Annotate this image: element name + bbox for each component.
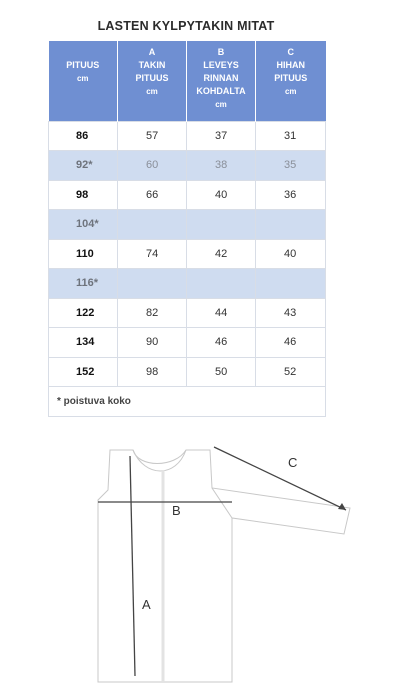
size-table <box>48 41 326 417</box>
table-row <box>49 239 326 269</box>
robe-measurement-diagram <box>0 430 401 689</box>
table-row-removed <box>49 151 326 181</box>
cell-c: 31 <box>256 121 326 151</box>
cell-a: 57 <box>118 121 187 151</box>
table-row <box>49 121 326 151</box>
header-pituus: PITUUS cm <box>49 41 118 121</box>
measure-line-c <box>214 447 346 510</box>
cell-c: 35 <box>256 151 326 181</box>
cell-a <box>118 210 187 240</box>
cell-a: 60 <box>118 151 187 181</box>
cell-a: 90 <box>118 328 187 358</box>
table-row-removed <box>49 269 326 299</box>
cell-size: 134 <box>49 328 118 358</box>
cell-size: 92* <box>49 151 118 181</box>
cell-size: 98 <box>49 180 118 210</box>
cell-c: 36 <box>256 180 326 210</box>
table-row <box>49 328 326 358</box>
table-row-removed <box>49 210 326 240</box>
cell-size: 116* <box>49 269 118 299</box>
cell-b <box>187 210 256 240</box>
cell-size: 86 <box>49 121 118 151</box>
collar-line <box>133 450 186 471</box>
cell-c: 43 <box>256 298 326 328</box>
cell-size: 122 <box>49 298 118 328</box>
cell-b <box>187 269 256 299</box>
cell-c <box>256 269 326 299</box>
cell-c: 52 <box>256 357 326 387</box>
cell-b: 44 <box>187 298 256 328</box>
label-c: C <box>288 455 298 470</box>
cell-b: 42 <box>187 239 256 269</box>
cell-c <box>256 210 326 240</box>
header-a: A TAKIN PITUUS cm <box>118 41 187 121</box>
cell-a: 82 <box>118 298 187 328</box>
robe-outline <box>98 450 350 682</box>
table-row <box>49 180 326 210</box>
page-title: LASTEN KYLPYTAKIN MITAT <box>97 19 275 33</box>
footnote: * poistuva koko <box>49 387 326 417</box>
measure-line-a <box>130 456 135 676</box>
table-header-row <box>49 41 326 121</box>
cell-c: 46 <box>256 328 326 358</box>
cell-a: 66 <box>118 180 187 210</box>
label-a: A <box>142 597 151 612</box>
table-note-row <box>49 387 326 417</box>
cell-b: 37 <box>187 121 256 151</box>
cell-b: 40 <box>187 180 256 210</box>
cell-b: 46 <box>187 328 256 358</box>
cell-size: 152 <box>49 357 118 387</box>
table-row <box>49 357 326 387</box>
cell-b: 50 <box>187 357 256 387</box>
header-c: C HIHAN PITUUS cm <box>256 41 326 121</box>
cell-size: 110 <box>49 239 118 269</box>
cell-size: 104* <box>49 210 118 240</box>
cell-a: 98 <box>118 357 187 387</box>
table-row <box>49 298 326 328</box>
cell-b: 38 <box>187 151 256 181</box>
sleeve-seam <box>212 488 232 518</box>
cell-a: 74 <box>118 239 187 269</box>
cell-c: 40 <box>256 239 326 269</box>
label-b: B <box>172 503 181 518</box>
cell-a <box>118 269 187 299</box>
header-b: B LEVEYS RINNAN KOHDALTA cm <box>187 41 256 121</box>
